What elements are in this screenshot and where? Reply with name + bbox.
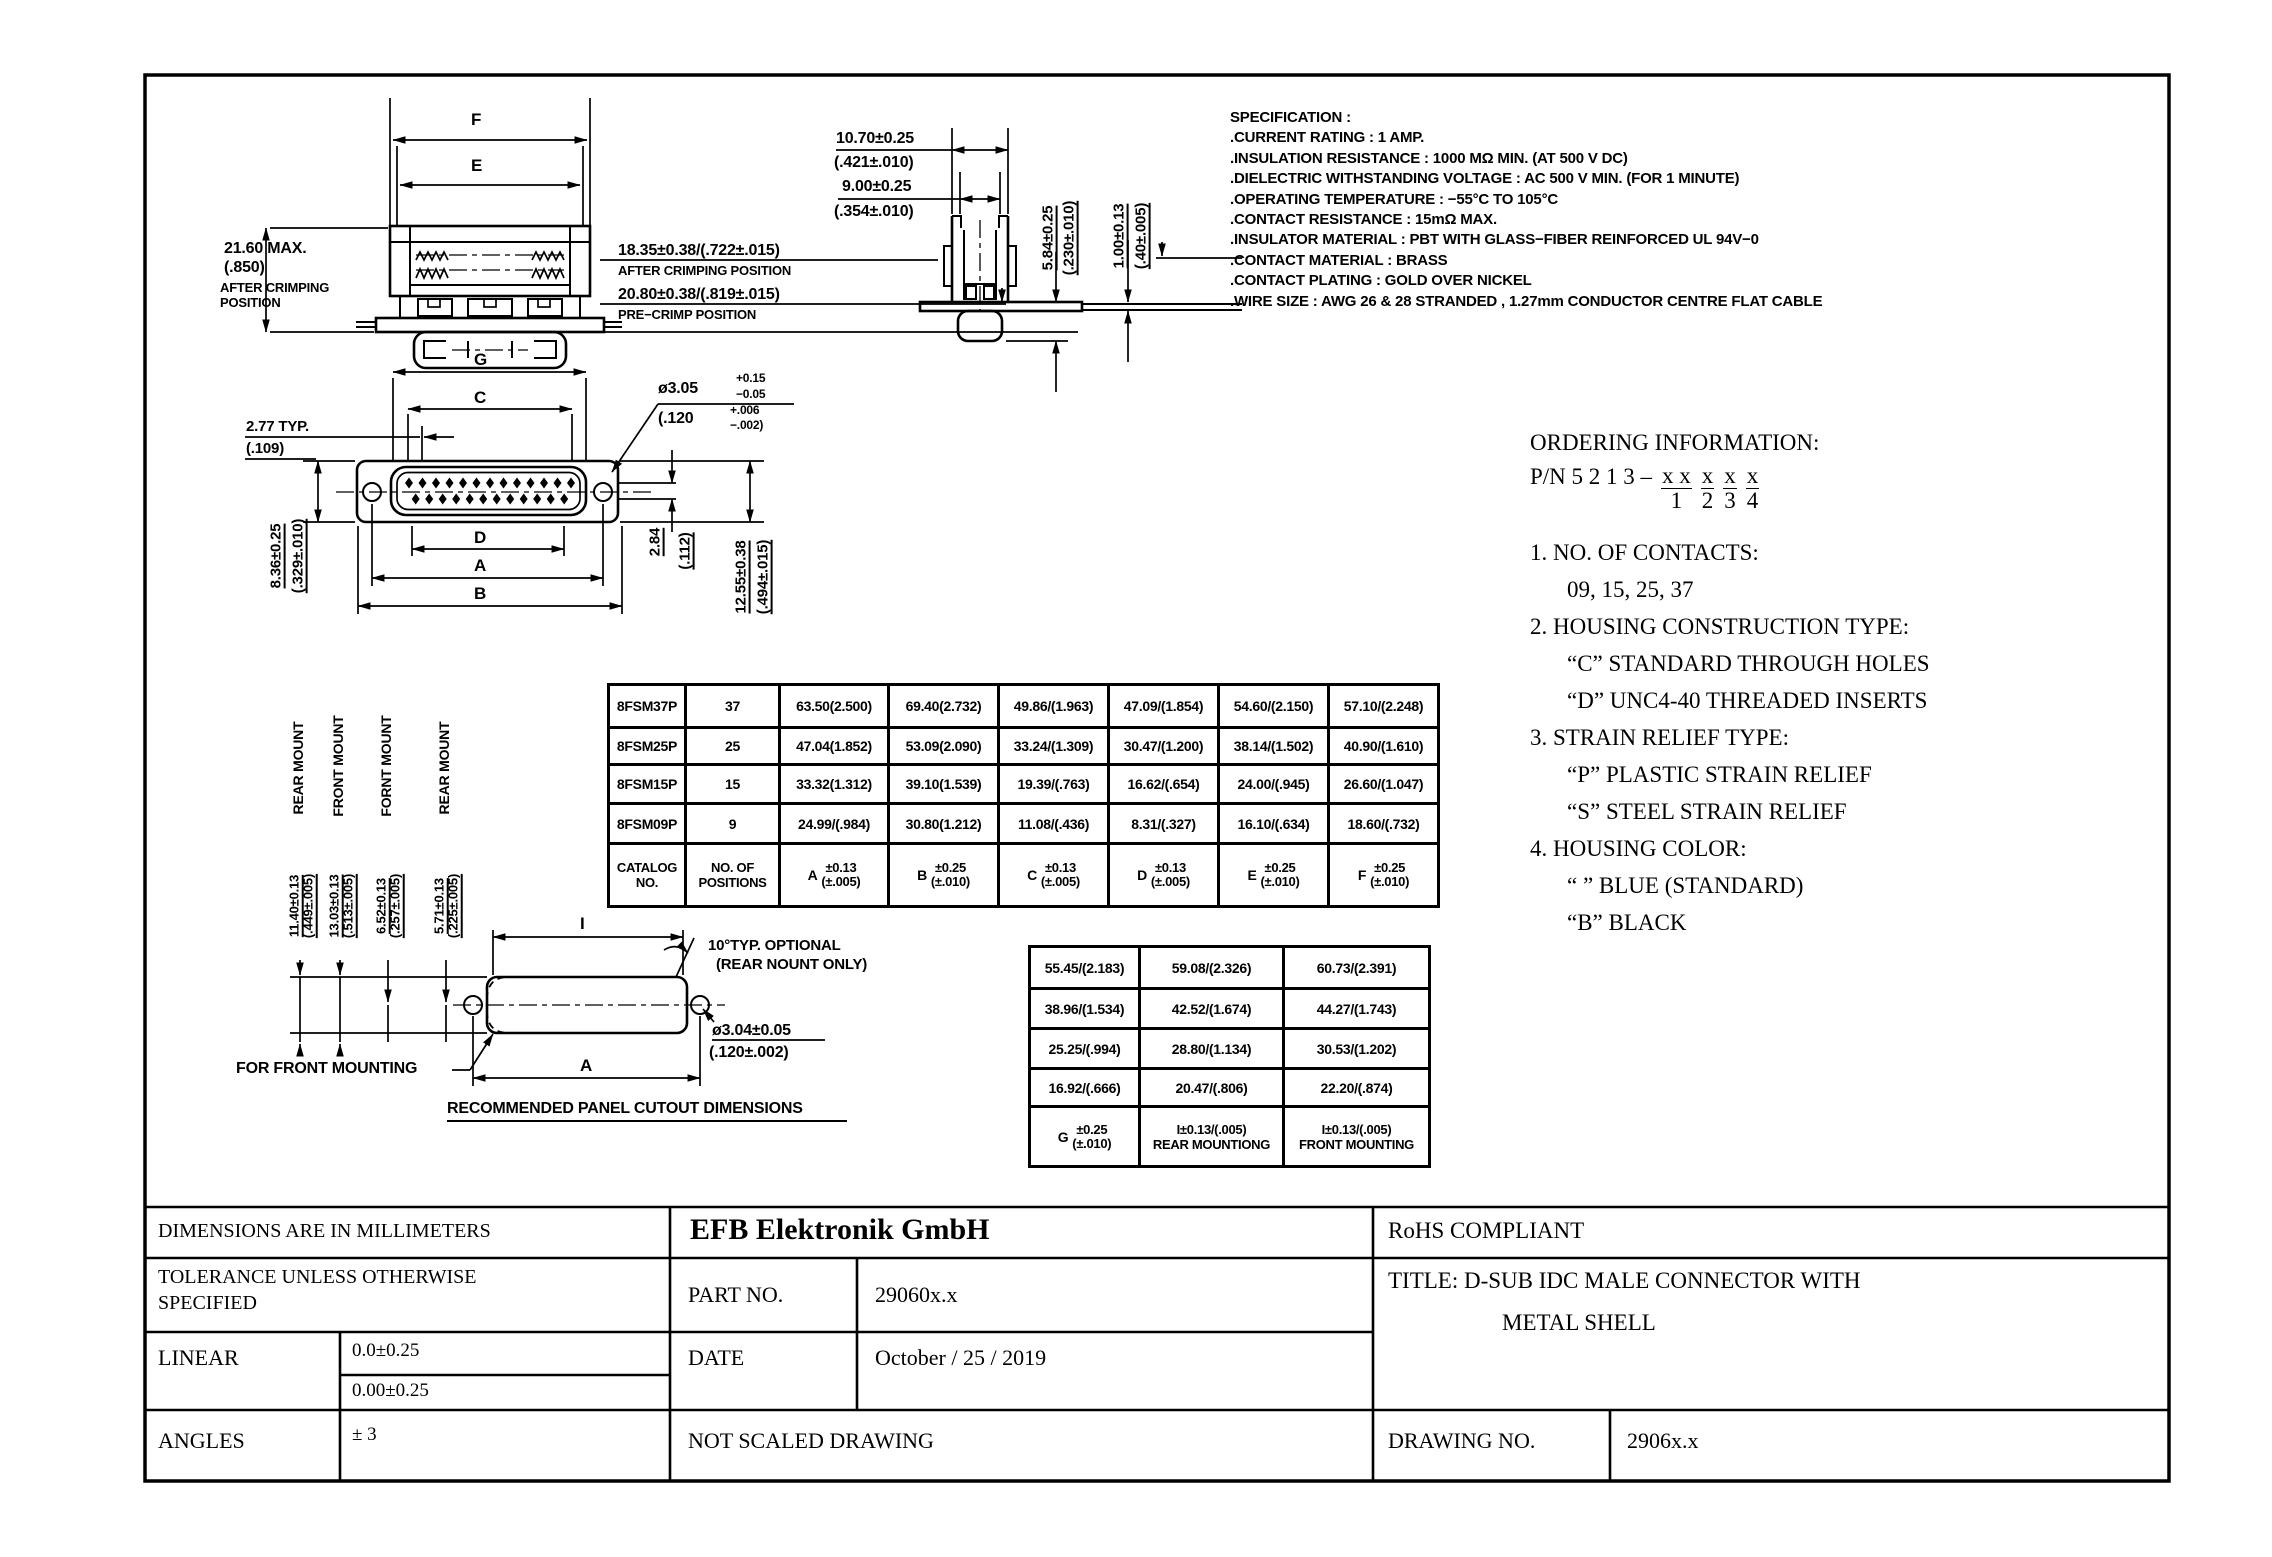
cell: 15	[686, 765, 780, 804]
cell: 30.53/(1.202)	[1284, 1029, 1430, 1069]
pn-group-3	[1723, 464, 1737, 513]
spec-line: .CONTACT PLATING : GOLD OVER NICKEL	[1230, 272, 1532, 290]
date-value: October / 25 / 2019	[875, 1345, 1047, 1370]
table-footer-row	[1030, 1107, 1430, 1167]
dim-face-hleft-in: (.329±.010)	[289, 518, 307, 594]
cell: 44.27/(1.743)	[1284, 989, 1430, 1029]
drawing-no-label: DRAWING NO.	[1388, 1428, 1536, 1453]
mount-dim-4-in: (.225±.005)	[445, 873, 461, 939]
angles-tol: ± 3	[352, 1424, 377, 1445]
mount-dim-1-in: (.449±.005)	[300, 873, 316, 939]
header-col-f: F ±0.25 (±.010)	[1329, 844, 1439, 907]
dim-hole-in-tol-minus: −.002)	[730, 418, 764, 432]
note-after-crimp-pos: AFTER CRIMPING POSITION	[618, 263, 792, 278]
cell: 25.25/(.994)	[1030, 1029, 1140, 1069]
dim-label-f: F	[471, 110, 482, 129]
not-scaled-note: NOT SCALED DRAWING	[688, 1428, 934, 1453]
dim-face-hright-in: (.494±.015)	[754, 539, 772, 615]
spec-line: .DIELECTRIC WITHSTANDING VOLTAGE : AC 500 V MIN. (FOR 1 MINUTE)	[1230, 170, 1740, 188]
front-view	[266, 98, 1242, 368]
mount-dim-2-mm: 13.03±0.13	[326, 874, 342, 938]
table-row	[609, 804, 1439, 844]
dim-side-w1: 10.70±0.25	[836, 130, 914, 147]
cell: 8FSM09P	[609, 804, 686, 844]
dim-side-h1: 5.84±0.25	[1039, 205, 1057, 271]
cell: 16.10/(.634)	[1219, 804, 1329, 844]
title-line-1: TITLE: D-SUB IDC MALE CONNECTOR WITH	[1388, 1268, 1861, 1293]
spec-line: .CONTACT RESISTANCE : 15mΩ MAX.	[1230, 211, 1497, 229]
cell: 49.86/(1.963)	[999, 685, 1109, 728]
header-positions: NO. OF POSITIONS	[686, 844, 780, 907]
dim-side-w2: 9.00±0.25	[842, 178, 912, 195]
spec-line: .CURRENT RATING : 1 AMP.	[1230, 129, 1425, 147]
tolerance-note-1: TOLERANCE UNLESS OTHERWISE	[158, 1266, 477, 1288]
ordering-item-3a: “P” PLASTIC STRAIN RELIEF	[1567, 762, 1872, 787]
dim-hole-tol-plus: +0.15	[736, 371, 766, 385]
table-row	[1030, 1069, 1430, 1107]
dim-face-hright: 12.55±0.38	[732, 540, 750, 614]
dim-hole-tol-minus: −0.05	[736, 387, 766, 401]
face-view	[245, 372, 794, 614]
table-header-row	[609, 844, 1439, 907]
company-name: EFB Elektronik GmbH	[690, 1213, 990, 1246]
cell: 40.90/(1.610)	[1329, 728, 1439, 765]
table-row	[1030, 989, 1430, 1029]
dim-label-g: G	[474, 350, 488, 369]
cell: 20.47/(.806)	[1140, 1069, 1284, 1107]
spec-line: .OPERATING TEMPERATURE : −55°C TO 105°C	[1230, 190, 1559, 208]
footer-col-g: G ±0.25 (±.010)	[1030, 1107, 1140, 1167]
table-row	[1030, 947, 1430, 989]
cell: 53.09(2.090)	[889, 728, 999, 765]
cell: 42.52/(1.674)	[1140, 989, 1284, 1029]
dim-label-b: B	[474, 584, 487, 603]
pn-group-2	[1701, 464, 1715, 513]
cell: 22.20/(.874)	[1284, 1069, 1430, 1107]
linear-tol-2: 0.00±0.25	[352, 1380, 429, 1401]
angles-label: ANGLES	[158, 1428, 245, 1453]
ordering-heading: ORDERING INFORMATION:	[1530, 430, 1820, 455]
table-row	[609, 728, 1439, 765]
dim-side-w1-in: (.421±.010)	[834, 154, 914, 171]
footer-rear-mounting: I±0.13/(.005) REAR MOUNTIONG	[1140, 1107, 1284, 1167]
dim-pitch: 2.77 TYP.	[246, 418, 309, 435]
dim-max-height: 21.60 MAX.	[224, 240, 307, 257]
dim-side-h2: 1.00±0.13	[1110, 203, 1128, 269]
dimensions-note: DIMENSIONS ARE IN MILLIMETERS	[158, 1220, 491, 1242]
pn-prefix: P/N 5 2 1 3 –	[1530, 464, 1653, 489]
cell: 69.40(2.732)	[889, 685, 999, 728]
dim-pre-crimp-pos: 20.80±0.38/(.819±.015)	[618, 286, 780, 303]
header-catalog-no: CATALOG NO.	[609, 844, 686, 907]
specification-block	[1230, 108, 1822, 312]
cell: 59.08/(2.326)	[1140, 947, 1284, 989]
note-after-crimping-2: POSITION	[220, 295, 281, 310]
dim-cutout-hole: ø3.04±0.05	[712, 1022, 791, 1039]
spec-line: .WIRE SIZE : AWG 26 & 28 STRANDED , 1.27mm CONDUCTOR CENTRE FLAT CABLE	[1230, 292, 1823, 310]
note-after-crimping-1: AFTER CRIMPING	[220, 280, 330, 295]
dim-hole-mm: ø3.05	[658, 380, 698, 397]
cell: 60.73/(2.391)	[1284, 947, 1430, 989]
table-row	[1030, 1029, 1430, 1069]
dim-hole-in-tol-plus: +.006	[730, 403, 760, 417]
pn-group-4	[1746, 464, 1760, 513]
note-front-mounting: FOR FRONT MOUNTING	[236, 1060, 418, 1077]
cell: 30.47/(1.200)	[1109, 728, 1219, 765]
mount-label-rear-2: REAR MOUNT	[436, 721, 453, 815]
header-col-b: B ±0.25 (±.010)	[889, 844, 999, 907]
mount-dim-4-mm: 5.71±0.13	[431, 878, 447, 934]
linear-tol-1: 0.0±0.25	[352, 1340, 420, 1361]
pn-n-2: 2	[1701, 488, 1714, 514]
ordering-item-4b: “B” BLACK	[1567, 910, 1687, 935]
note-angle-2: (REAR NOUNT ONLY)	[716, 956, 868, 973]
dim-cutout-hole-in: (.120±.002)	[709, 1044, 789, 1061]
mount-label-front: FRONT MOUNT	[330, 715, 347, 817]
rohs-compliant: RoHS COMPLIANT	[1388, 1218, 1585, 1243]
table-row	[609, 765, 1439, 804]
dim-side-h1-in: (.230±.010)	[1060, 200, 1078, 276]
ordering-item-3: 3. STRAIN RELIEF TYPE:	[1530, 725, 1789, 750]
spec-line: SPECIFICATION :	[1230, 109, 1351, 126]
dim-face-hleft: 8.36±0.25	[267, 523, 285, 589]
header-col-d: D ±0.13 (±.005)	[1109, 844, 1219, 907]
pn-group-1	[1661, 464, 1692, 513]
cell: 11.08/(.436)	[999, 804, 1109, 844]
dim-label-a: A	[474, 556, 487, 575]
pn-n-4: 4	[1746, 488, 1759, 514]
dim-face-hmid-in: (.112)	[676, 532, 694, 570]
cell: 47.04(1.852)	[780, 728, 889, 765]
dim-label-i: I	[580, 914, 585, 933]
cell: 47.09/(1.854)	[1109, 685, 1219, 728]
footer-front-mounting: I±0.13/(.005) FRONT MOUNTING	[1284, 1107, 1430, 1167]
mount-dim-2-in: (.513±.005)	[340, 873, 356, 939]
dim-face-hmid: 2.84	[646, 527, 664, 557]
date-label: DATE	[688, 1345, 745, 1370]
cell: 9	[686, 804, 780, 844]
title-block-grid	[145, 1207, 2169, 1481]
cell: 37	[686, 685, 780, 728]
spec-line: .INSULATOR MATERIAL : PBT WITH GLASS−FIBER REINFORCED UL 94V−0	[1230, 231, 1759, 249]
dim-label-d: D	[474, 528, 487, 547]
cell: 16.62/(.654)	[1109, 765, 1219, 804]
ordering-item-2b: “D” UNC4-40 THREADED INSERTS	[1567, 688, 1928, 713]
ordering-item-1: 1. NO. OF CONTACTS:	[1530, 540, 1759, 565]
cell: 24.99/(.984)	[780, 804, 889, 844]
dim-label-c: C	[474, 388, 487, 407]
pn-x-1: x x	[1662, 463, 1691, 488]
pn-x-4: x	[1746, 463, 1759, 488]
note-pre-crimp-pos: PRE−CRIMP POSITION	[618, 307, 757, 322]
caption-panel-cutout: RECOMMENDED PANEL CUTOUT DIMENSIONS	[447, 1100, 803, 1117]
cell: 39.10(1.539)	[889, 765, 999, 804]
part-number-scheme	[1530, 464, 1759, 513]
dim-label-e: E	[471, 156, 483, 175]
cell: 8FSM25P	[609, 728, 686, 765]
pn-n-1: 1	[1670, 488, 1683, 514]
dim-hole-in: (.120	[658, 410, 694, 427]
pn-x-2: x	[1701, 463, 1714, 488]
drawing-no-value: 2906x.x	[1627, 1428, 1699, 1453]
cell: 57.10/(2.248)	[1329, 685, 1439, 728]
cell: 8FSM37P	[609, 685, 686, 728]
mount-label-rear-1: REAR MOUNT	[290, 721, 307, 815]
tolerance-note-2: SPECIFIED	[158, 1292, 257, 1314]
dim-max-height-in: (.850)	[224, 259, 265, 276]
header-col-c: C ±0.13 (±.005)	[999, 844, 1109, 907]
mount-label-fornt: FORNT MOUNT	[378, 715, 395, 817]
cell: 18.60/(.732)	[1329, 804, 1439, 844]
mount-dim-3-mm: 6.52±0.13	[373, 878, 389, 934]
cell: 24.00/(.945)	[1219, 765, 1329, 804]
linear-label: LINEAR	[158, 1345, 239, 1370]
spec-line: .INSULATION RESISTANCE : 1000 MΩ MIN. (AT 500 V DC)	[1230, 149, 1628, 167]
dim-pitch-in: (.109)	[246, 440, 284, 457]
cell: 63.50(2.500)	[780, 685, 889, 728]
cell: 30.80(1.212)	[889, 804, 999, 844]
header-col-a: A ±0.13 (±.005)	[780, 844, 889, 907]
cell: 8.31/(.327)	[1109, 804, 1219, 844]
mount-dim-3-in: (.257±.005)	[387, 873, 403, 939]
note-angle-1: 10°TYP. OPTIONAL	[708, 937, 841, 954]
mount-dim-1-mm: 11.40±0.13	[286, 874, 302, 938]
cell: 8FSM15P	[609, 765, 686, 804]
ordering-item-4: 4. HOUSING COLOR:	[1530, 836, 1747, 861]
dim-side-w2-in: (.354±.010)	[834, 203, 914, 220]
cell: 28.80/(1.134)	[1140, 1029, 1284, 1069]
cell: 25	[686, 728, 780, 765]
cell: 26.60/(1.047)	[1329, 765, 1439, 804]
title-line-2: METAL SHELL	[1502, 1310, 1656, 1335]
ordering-item-4a: “ ” BLUE (STANDARD)	[1567, 873, 1804, 898]
ordering-item-1a: 09, 15, 25, 37	[1567, 577, 1694, 602]
cell: 38.96/(1.534)	[1030, 989, 1140, 1029]
part-no-value: 29060x.x	[875, 1282, 958, 1307]
cell: 38.14/(1.502)	[1219, 728, 1329, 765]
dim-side-h2-in: (.40±.005)	[1132, 202, 1150, 270]
pn-n-3: 3	[1724, 488, 1736, 514]
dim-after-crimp-pos: 18.35±0.38/(.722±.015)	[618, 242, 780, 259]
ordering-item-3b: “S” STEEL STRAIN RELIEF	[1567, 799, 1847, 824]
ordering-item-2a: “C” STANDARD THROUGH HOLES	[1567, 651, 1930, 676]
cell: 19.39/(.763)	[999, 765, 1109, 804]
dim-cutout-a: A	[580, 1056, 593, 1075]
table-row	[609, 685, 1439, 728]
part-no-label: PART NO.	[688, 1282, 784, 1307]
cell: 55.45/(2.183)	[1030, 947, 1140, 989]
cell: 33.32(1.312)	[780, 765, 889, 804]
catalog-table	[607, 683, 1440, 908]
panel-cutout-table	[1028, 945, 1431, 1168]
header-col-e: E ±0.25 (±.010)	[1219, 844, 1329, 907]
ordering-item-2: 2. HOUSING CONSTRUCTION TYPE:	[1530, 614, 1910, 639]
cell: 33.24/(1.309)	[999, 728, 1109, 765]
cell: 16.92/(.666)	[1030, 1069, 1140, 1107]
spec-line: .CONTACT MATERIAL : BRASS	[1230, 251, 1448, 269]
cell: 54.60/(2.150)	[1219, 685, 1329, 728]
pn-x-3: x	[1724, 463, 1736, 488]
